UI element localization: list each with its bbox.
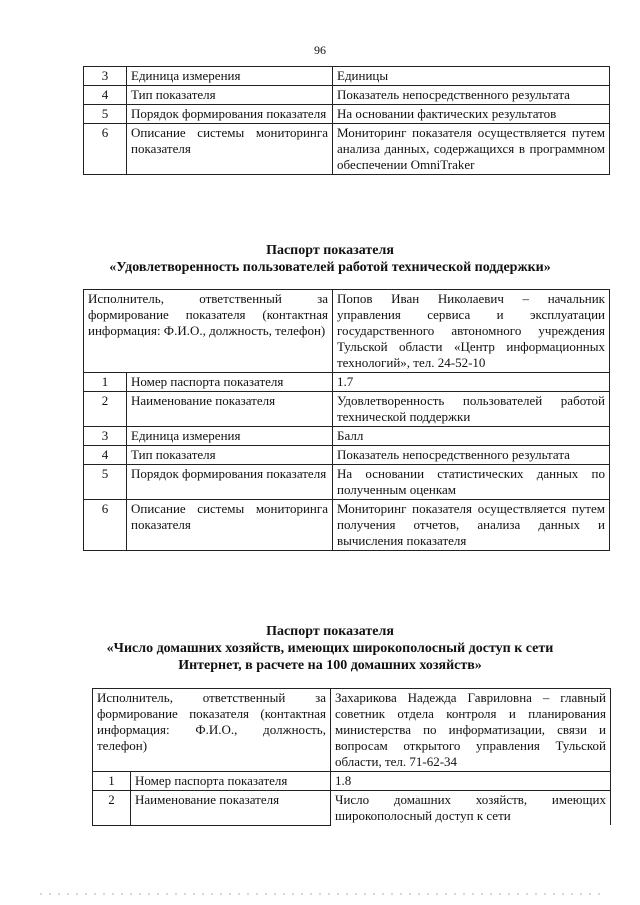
row-label: Наименование показателя [131,791,331,826]
row-value: На основании фактических результатов [333,105,610,124]
passport-indicator-name-cont: Интернет, в расчете на 100 домашних хозяйств» [178,658,482,673]
table-row [84,427,610,446]
passport-title: Паспорт показателя [266,243,394,258]
table-row [84,373,610,392]
table-continuation [83,66,610,175]
table-row [84,465,610,500]
scan-artifacts [40,893,600,895]
row-label: Тип показателя [127,86,333,105]
table-row [84,67,610,86]
row-number: 5 [84,465,127,500]
passport-indicator-name: «Число домашних хозяйств, имеющих широкополосный доступ к сети [106,641,554,656]
row-label: Номер паспорта показателя [131,772,331,791]
table-row [93,791,611,826]
row-value: 1.8 [331,772,611,791]
passport-title: Паспорт показателя [266,624,394,639]
passport-heading [60,623,600,674]
passport-heading [60,242,600,276]
table-row [84,500,610,551]
row-number: 1 [93,772,131,791]
table-row [84,124,610,175]
executor-value: Захарикова Надежда Гавриловна – главный советник отдела контроля и планирования министерства по информатизации, связи и вопросам открытого управления Тульской области, тел. 71-62-34 [331,689,611,772]
row-value: Число домашних хозяйств, имеющих широкополосный доступ к сети [331,791,611,826]
executor-label: Исполнитель, ответственный за формирование показателя (контактная информация: Ф.И.О., должность, телефон) [93,689,331,772]
row-number: 5 [84,105,127,124]
row-label: Описание системы мониторинга показателя [127,500,333,551]
row-number: 1 [84,373,127,392]
table-row [84,290,610,373]
row-number: 2 [84,392,127,427]
passport-table [83,289,610,551]
executor-value: Попов Иван Николаевич – начальник управления сервиса и эксплуатации государственного автономного учреждения Тульской области «Центр информационных технологий», тел. 24-52-10 [333,290,610,373]
row-number: 6 [84,500,127,551]
table-row [84,446,610,465]
row-value: Единицы [333,67,610,86]
row-number: 2 [93,791,131,826]
executor-label: Исполнитель, ответственный за формирование показателя (контактная информация: Ф.И.О., должность, телефон) [84,290,333,373]
table-row [84,86,610,105]
row-number: 3 [84,67,127,86]
row-label: Единица измерения [127,427,333,446]
row-value: Мониторинг показателя осуществляется путем анализа данных, содержащихся в программном обеспечении OmniTraker [333,124,610,175]
row-label: Единица измерения [127,67,333,86]
row-value: Показатель непосредственного результата [333,446,610,465]
row-number: 4 [84,446,127,465]
row-label: Порядок формирования показателя [127,465,333,500]
row-number: 6 [84,124,127,175]
table-row [84,105,610,124]
row-label: Наименование показателя [127,392,333,427]
row-value: Мониторинг показателя осуществляется путем получения отчетов, анализа данных и вычисления показателя [333,500,610,551]
row-label: Номер паспорта показателя [127,373,333,392]
row-label: Тип показателя [127,446,333,465]
row-value: На основании статистических данных по полученным оценкам [333,465,610,500]
table-row [93,689,611,772]
passport-table [92,688,611,826]
row-number: 4 [84,86,127,105]
row-value: 1.7 [333,373,610,392]
page-number: 96 [314,43,326,57]
table-row [93,772,611,791]
row-value: Удовлетворенность пользователей работой технической поддержки [333,392,610,427]
table-row [84,392,610,427]
row-label: Описание системы мониторинга показателя [127,124,333,175]
row-label: Порядок формирования показателя [127,105,333,124]
row-value: Показатель непосредственного результата [333,86,610,105]
row-number: 3 [84,427,127,446]
row-value: Балл [333,427,610,446]
passport-indicator-name: «Удовлетворенность пользователей работой технической поддержки» [109,260,551,275]
